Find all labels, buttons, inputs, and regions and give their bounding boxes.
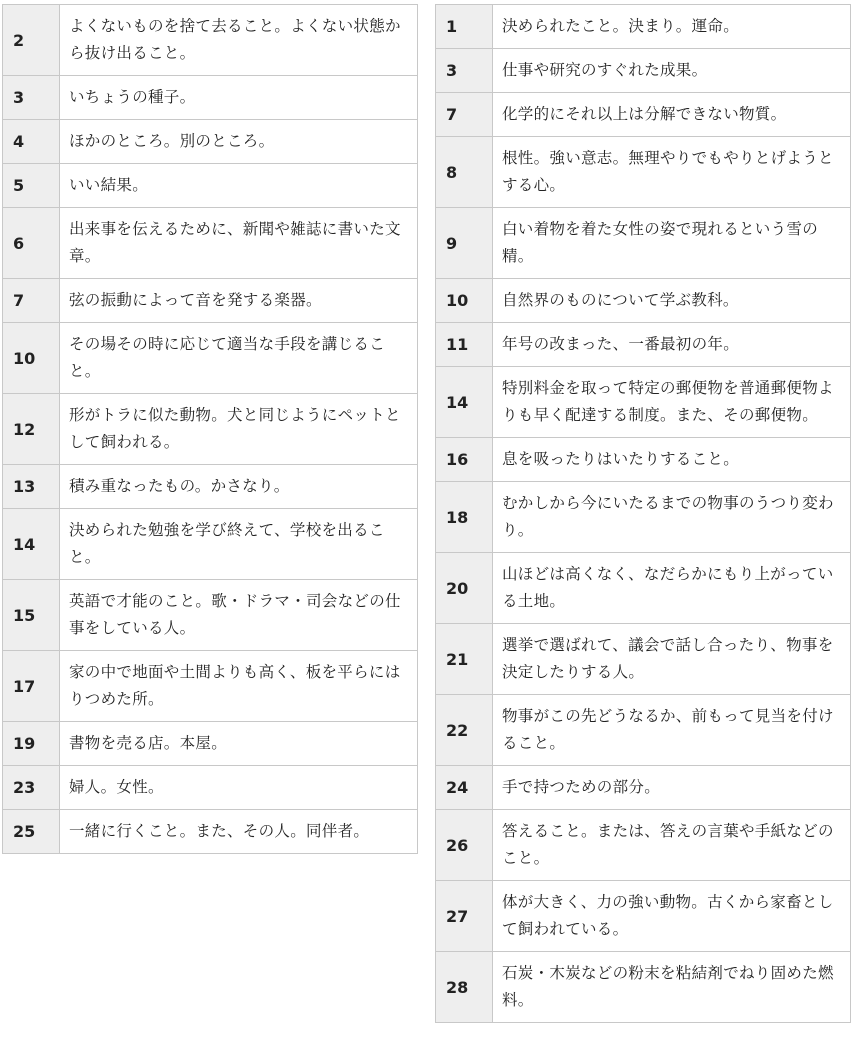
clue-number: 28 <box>436 952 493 1023</box>
clue-number: 15 <box>3 580 60 651</box>
clue-text: 選挙で選ばれて、議会で話し合ったり、物事を決定したりする人。 <box>493 624 851 695</box>
clue-number: 14 <box>3 509 60 580</box>
table-row <box>436 49 851 93</box>
table-row <box>3 651 418 722</box>
clue-text: 英語で才能のこと。歌・ドラマ・司会などの仕事をしている人。 <box>60 580 418 651</box>
clue-text: 手で持つための部分。 <box>493 766 851 810</box>
table-row <box>3 766 418 810</box>
clue-number: 12 <box>3 394 60 465</box>
clue-number: 10 <box>3 323 60 394</box>
clue-text: よくないものを捨て去ること。よくない状態から抜け出ること。 <box>60 5 418 76</box>
clue-number: 18 <box>436 482 493 553</box>
table-row <box>3 164 418 208</box>
clue-text: 自然界のものについて学ぶ教科。 <box>493 279 851 323</box>
table-row <box>436 766 851 810</box>
clue-text: 息を吸ったりはいたりすること。 <box>493 438 851 482</box>
clue-number: 19 <box>3 722 60 766</box>
table-row <box>3 810 418 854</box>
clue-number: 3 <box>3 76 60 120</box>
table-row <box>3 120 418 164</box>
table-row <box>436 5 851 49</box>
clue-number: 9 <box>436 208 493 279</box>
clue-text: 物事がこの先どうなるか、前もって見当を付けること。 <box>493 695 851 766</box>
clue-number: 25 <box>3 810 60 854</box>
clue-text: 根性。強い意志。無理やりでもやりとげようとする心。 <box>493 137 851 208</box>
clue-number: 3 <box>436 49 493 93</box>
table-row <box>3 208 418 279</box>
table-row <box>436 438 851 482</box>
table-row <box>436 137 851 208</box>
table-row <box>3 76 418 120</box>
clue-number: 2 <box>3 5 60 76</box>
clue-text: 化学的にそれ以上は分解できない物質。 <box>493 93 851 137</box>
clue-text: 年号の改まった、一番最初の年。 <box>493 323 851 367</box>
clue-text: その場その時に応じて適当な手段を講じること。 <box>60 323 418 394</box>
clue-number: 22 <box>436 695 493 766</box>
clue-text: 弦の振動によって音を発する楽器。 <box>60 279 418 323</box>
clue-text: 一緒に行くこと。また、その人。同伴者。 <box>60 810 418 854</box>
clue-number: 11 <box>436 323 493 367</box>
table-row <box>3 323 418 394</box>
table-row <box>3 580 418 651</box>
clue-text: 山ほどは高くなく、なだらかにもり上がっている土地。 <box>493 553 851 624</box>
clue-text: 特別料金を取って特定の郵便物を普通郵便物よりも早く配達する制度。また、その郵便物。 <box>493 367 851 438</box>
right-clue-table <box>435 4 851 1023</box>
clue-number: 14 <box>436 367 493 438</box>
clue-number: 7 <box>436 93 493 137</box>
clue-number: 23 <box>3 766 60 810</box>
clue-text: 石炭・木炭などの粉末を粘結剤でねり固めた燃料。 <box>493 952 851 1023</box>
table-row <box>3 394 418 465</box>
clue-number: 10 <box>436 279 493 323</box>
clue-number: 5 <box>3 164 60 208</box>
clue-text: 決められたこと。決まり。運命。 <box>493 5 851 49</box>
table-row <box>3 722 418 766</box>
table-row <box>436 553 851 624</box>
clue-number: 21 <box>436 624 493 695</box>
clue-number: 1 <box>436 5 493 49</box>
table-row <box>436 482 851 553</box>
clue-text: いちょうの種子。 <box>60 76 418 120</box>
clue-text: 白い着物を着た女性の姿で現れるという雪の精。 <box>493 208 851 279</box>
clue-number: 16 <box>436 438 493 482</box>
clue-text: 婦人。女性。 <box>60 766 418 810</box>
clue-number: 13 <box>3 465 60 509</box>
clue-number: 26 <box>436 810 493 881</box>
clue-number: 7 <box>3 279 60 323</box>
clue-text: 形がトラに似た動物。犬と同じようにペットとして飼われる。 <box>60 394 418 465</box>
table-row <box>436 695 851 766</box>
clue-text: 積み重なったもの。かさなり。 <box>60 465 418 509</box>
table-row <box>436 952 851 1023</box>
clue-number: 6 <box>3 208 60 279</box>
clue-number: 17 <box>3 651 60 722</box>
table-row <box>436 279 851 323</box>
clue-number: 27 <box>436 881 493 952</box>
table-row <box>3 5 418 76</box>
clue-text: 答えること。または、答えの言葉や手紙などのこと。 <box>493 810 851 881</box>
clue-text: 書物を売る店。本屋。 <box>60 722 418 766</box>
clue-number: 4 <box>3 120 60 164</box>
clue-number: 20 <box>436 553 493 624</box>
clue-text: 仕事や研究のすぐれた成果。 <box>493 49 851 93</box>
table-row <box>436 93 851 137</box>
table-row <box>3 465 418 509</box>
table-row <box>436 624 851 695</box>
table-row <box>436 810 851 881</box>
clue-text: むかしから今にいたるまでの物事のうつり変わり。 <box>493 482 851 553</box>
table-row <box>3 509 418 580</box>
clue-number: 8 <box>436 137 493 208</box>
table-row <box>3 279 418 323</box>
table-row <box>436 881 851 952</box>
clue-number: 24 <box>436 766 493 810</box>
clue-text: 家の中で地面や土間よりも高く、板を平らにはりつめた所。 <box>60 651 418 722</box>
left-clue-table <box>2 4 418 854</box>
clue-text: 出来事を伝えるために、新聞や雑誌に書いた文章。 <box>60 208 418 279</box>
clue-text: ほかのところ。別のところ。 <box>60 120 418 164</box>
table-row <box>436 323 851 367</box>
table-row <box>436 208 851 279</box>
clue-text: 体が大きく、力の強い動物。古くから家畜として飼われている。 <box>493 881 851 952</box>
table-row <box>436 367 851 438</box>
clue-text: 決められた勉強を学び終えて、学校を出ること。 <box>60 509 418 580</box>
clue-text: いい結果。 <box>60 164 418 208</box>
